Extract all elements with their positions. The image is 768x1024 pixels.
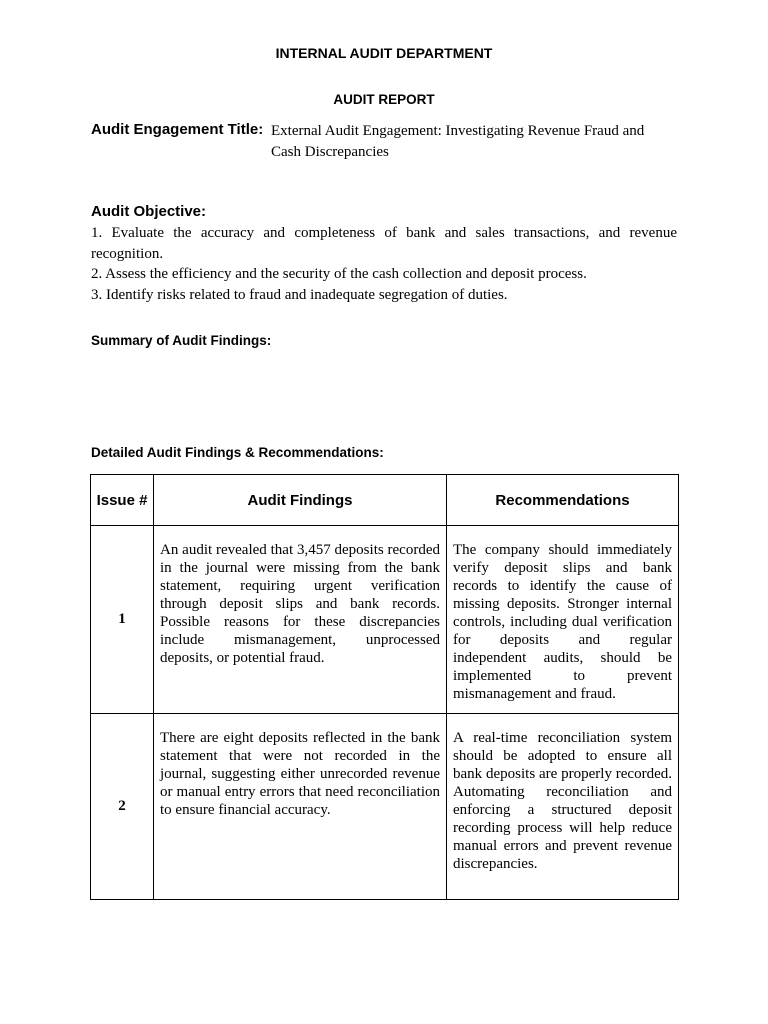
issue-number: 2 [91, 714, 154, 900]
objective-item: 3. Identify risks related to fraud and inadequate segregation of duties. [91, 286, 508, 303]
recommendation-text: The company should immediately verify deposit slips and bank records to identify the cause of missing deposits. Stronger internal controls, including dual verification for deposits and regular independent audits, should be implemented to prevent mismanagement and fraud. [447, 526, 679, 714]
table-row [91, 714, 679, 900]
column-header-issue: Issue # [91, 475, 154, 526]
detailed-findings-label: Detailed Audit Findings & Recommendations: [91, 445, 384, 460]
objective-item: 2. Assess the efficiency and the security of the cash collection and deposit process. [91, 266, 587, 282]
issue-number: 1 [91, 526, 154, 714]
column-header-findings: Audit Findings [154, 475, 447, 526]
engagement-title-value: External Audit Engagement: Investigating Revenue Fraud and Cash Discrepancies [271, 123, 645, 160]
objective-item: 1. Evaluate the accuracy and completeness of bank and sales transactions, and revenue recognition. [91, 225, 677, 262]
findings-table [90, 474, 679, 900]
table-header-row [91, 475, 679, 526]
finding-text: An audit revealed that 3,457 deposits recorded in the journal were missing from the bank statement, requiring urgent verification through deposit slips and bank records. Possible reasons for these discrepancies include mismanagement, unprocessed deposits, or potential fraud. [154, 526, 447, 714]
finding-text: There are eight deposits reflected in the bank statement that were not recorded in the journal, suggesting either unrecorded revenue or manual entry errors that need reconciliation to ensure financial accuracy. [154, 714, 447, 900]
column-header-recommendations: Recommendations [447, 475, 679, 526]
report-title: AUDIT REPORT [333, 92, 435, 107]
summary-findings-label: Summary of Audit Findings: [91, 333, 272, 348]
recommendation-text: A real-time reconciliation system should be adopted to ensure all bank deposits are properly recorded. Automating reconciliation and enforcing a structured deposit recording process will help reduce manual errors and prevent revenue discrepancies. [447, 714, 679, 900]
audit-objective-label: Audit Objective: [91, 203, 207, 220]
engagement-title-label: Audit Engagement Title: [91, 121, 264, 138]
audit-objective-list [91, 223, 677, 305]
department-heading: INTERNAL AUDIT DEPARTMENT [275, 45, 493, 61]
table-row [91, 526, 679, 714]
